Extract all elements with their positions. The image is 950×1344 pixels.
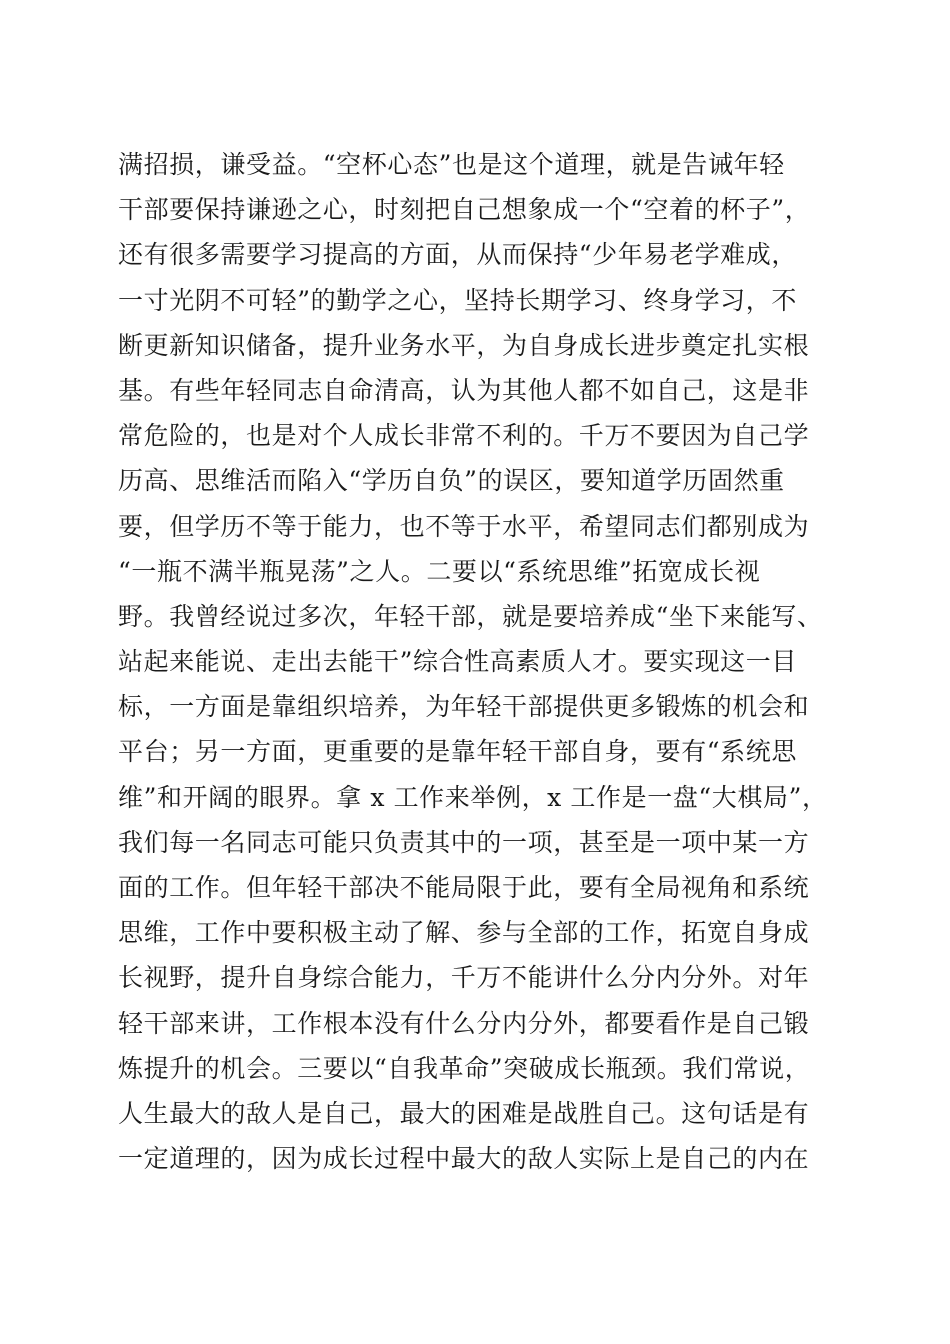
text-line: 一寸光阴不可轻”的勤学之心，坚持长期学习、终身学习，不 bbox=[118, 285, 797, 315]
text-line: 断更新知识储备，提升业务水平，为自身成长进步奠定扎实根 bbox=[118, 330, 810, 360]
text-line: 面的工作。但年轻干部决不能局限于此，要有全局视角和系统 bbox=[118, 873, 810, 902]
text-line: 平台；另一方面，更重要的是靠年轻干部自身，要有“系统思 bbox=[118, 737, 797, 767]
text-line: 要，但学历不等于能力，也不等于水平，希望同志们都别成为 bbox=[118, 511, 810, 541]
text-line: 还有很多需要学习提高的方面，从而保持“少年易老学难成， bbox=[118, 240, 797, 270]
text-line: 野。我曾经说过多次，年轻干部，就是要培养成“坐下来能写、 bbox=[118, 601, 823, 631]
text-line: 长视野，提升自身综合能力，千万不能讲什么分内分外。对年 bbox=[118, 963, 810, 993]
text-line: 常危险的，也是对个人成长非常不利的。千万不要因为自己学 bbox=[118, 421, 810, 451]
text-line: 人生最大的敌人是自己，最大的困难是战胜自己。这句话是有 bbox=[118, 1098, 810, 1128]
text-line: 我们每一名同志可能只负责其中的一项，甚至是一项中某一方 bbox=[118, 827, 810, 857]
text-line: 思维，工作中要积极主动了解、参与全部的工作，拓宽自身成 bbox=[118, 918, 810, 948]
text-line: 炼提升的机会。三要以“自我革命”突破成长瓶颈。我们常说， bbox=[118, 1053, 811, 1083]
text-line: 满招损，谦受益。“空杯心态”也是这个道理，就是告诫年轻 bbox=[118, 150, 785, 179]
body-paragraph bbox=[118, 142, 838, 1181]
text-line: 维”和开阔的眼界。拿 x 工作来举例，x 工作是一盘“大棋局”， bbox=[118, 782, 828, 812]
text-line: 基。有些年轻同志自命清高，认为其他人都不如自己，这是非 bbox=[118, 375, 810, 405]
text-line: “一瓶不满半瓶晃荡”之人。二要以“系统思维”拓宽成长视 bbox=[118, 556, 761, 586]
text-line: 历高、思维活而陷入“学历自负”的误区，要知道学历固然重 bbox=[118, 466, 785, 496]
text-line: 标，一方面是靠组织培养，为年轻干部提供更多锻炼的机会和 bbox=[118, 692, 810, 722]
text-line: 轻干部来讲，工作根本没有什么分内分外，都要看作是自己锻 bbox=[118, 1008, 810, 1038]
text-line: 干部要保持谦逊之心，时刻把自己想象成一个“空着的杯子”， bbox=[118, 195, 811, 225]
text-line: 站起来能说、走出去能干”综合性高素质人才。要实现这一目 bbox=[118, 647, 797, 677]
text-line: 一定道理的，因为成长过程中最大的敌人实际上是自己的内在 bbox=[118, 1144, 810, 1174]
